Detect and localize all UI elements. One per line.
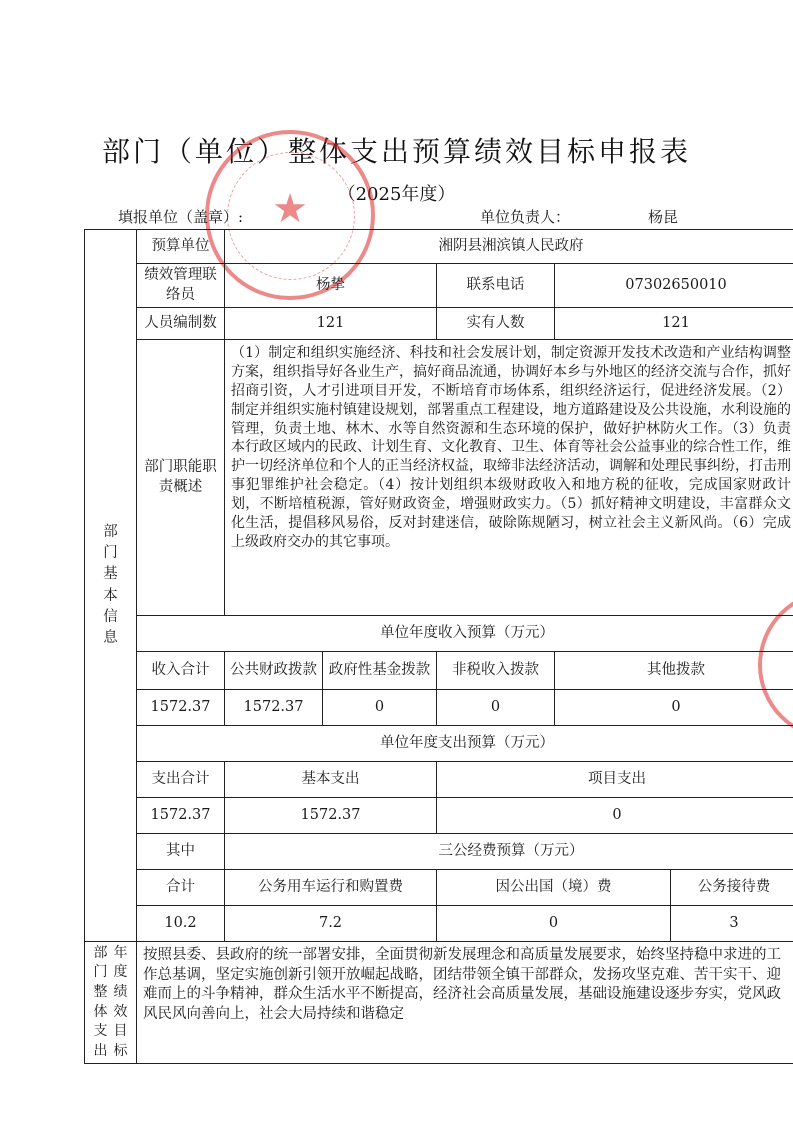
three-public-val-reception: 3: [671, 906, 793, 942]
duty-label: 部门职能职责概述: [137, 340, 225, 616]
three-public-val-abroad: 0: [437, 906, 671, 942]
page-title: 部门（单位）整体支出预算绩效目标申报表: [101, 135, 691, 168]
income-col-total: 收入合计: [137, 652, 225, 690]
three-public-col-abroad: 因公出国（境）费: [437, 870, 671, 906]
three-public-val-car: 7.2: [225, 906, 437, 942]
three-public-col-car: 公务用车运行和购置费: [225, 870, 437, 906]
income-val-public: 1572.37: [225, 690, 323, 726]
income-val-nontax: 0: [437, 690, 555, 726]
income-col-public: 公共财政拨款: [225, 652, 323, 690]
budget-form-table: [84, 229, 793, 1064]
staff-quota-label: 人员编制数: [137, 308, 225, 340]
expense-col-basic: 基本支出: [225, 762, 437, 798]
contact-name: 杨挚: [225, 264, 437, 308]
income-col-other: 其他拨款: [555, 652, 793, 690]
budget-unit-label: 预算单位: [137, 230, 225, 264]
leader-name: 杨昆: [648, 208, 679, 226]
income-val-other: 0: [555, 690, 793, 726]
expense-val-basic: 1572.37: [225, 798, 437, 834]
fill-unit-label: 填报单位（盖章）:: [118, 208, 244, 226]
performance-text: 按照县委、县政府的统一部署安排，全面贯彻新发展理念和高质量发展要求，始终坚持稳中求进的工作总基调，坚定实施创新引领开放崛起战略，团结带领全镇干部群众，发扬攻坚克难、苦干实干、迎难而上的斗争精神，群众生活水平不断提高，经济社会高质量发展，基础设施建设逐步夯实，党风政风民风向善向上，社会大局持续和谐稳定: [137, 942, 793, 1064]
income-col-fund: 政府性基金拨款: [323, 652, 437, 690]
income-header: 单位年度收入预算（万元）: [137, 616, 793, 652]
leader-label: 单位负责人：: [480, 208, 571, 226]
three-public-val-total: 10.2: [137, 906, 225, 942]
three-public-col-total: 合计: [137, 870, 225, 906]
expense-col-total: 支出合计: [137, 762, 225, 798]
expense-header: 单位年度支出预算（万元）: [137, 726, 793, 762]
section-basic-info: [85, 230, 137, 942]
staff-quota-value: 121: [225, 308, 437, 340]
performance-label: [85, 942, 137, 1064]
expense-col-project: 项目支出: [437, 762, 793, 798]
among-label: 其中: [137, 834, 225, 870]
year-subtitle: （2025年度）: [337, 184, 456, 205]
performance-label-col2: 年度绩效目标: [113, 944, 128, 1059]
contact-label: 绩效管理联络员: [137, 264, 225, 308]
seal-star-icon: ★: [272, 186, 308, 232]
actual-staff-label: 实有人数: [437, 308, 555, 340]
actual-staff-value: 121: [555, 308, 793, 340]
income-val-fund: 0: [323, 690, 437, 726]
expense-val-total: 1572.37: [137, 798, 225, 834]
phone-value: 07302650010: [555, 264, 793, 308]
income-col-nontax: 非税收入拨款: [437, 652, 555, 690]
expense-val-project: 0: [437, 798, 793, 834]
section-basic-info-label: 部门基本信息: [103, 524, 118, 646]
performance-label-col1: 部门整体支出: [93, 944, 108, 1059]
phone-label: 联系电话: [437, 264, 555, 308]
duty-text: （1）制定和组织实施经济、科技和社会发展计划，制定资源开发技术改造和产业结构调整方案，组织指导好各业生产，搞好商品流通，协调好本乡与外地区的经济交流与合作，抓好招商引资，人才引进项目开发，不断培育市场体系，组织经济运行，促进经济发展。（2）制定并组织实施村镇建设规划，部署重点工程建设，地方道路建设及公共设施，水利设施的管理，负责土地、林木、水等自然资源和生态环境的保护，做好护林防火工作。（3）负责本行政区域内的民政、计划生育、文化教育、卫生、体育等社会公益事业的综合性工作，维护一切经济单位和个人的正当经济权益，取缔非法经济活动，调解和处理民事纠纷，打击刑事犯罪维护社会稳定。（4）按计划组织本级财政收入和地方税的征收，完成国家财政计划，不断培植税源，管好财政资金，增强财政实力。（5）抓好精神文明建设，丰富群众文化生活，提倡移风易俗，反对封建迷信，破除陈规陋习，树立社会主义新风尚。（6）完成上级政府交办的其它事项。: [225, 340, 793, 616]
budget-unit-value: 湘阴县湘滨镇人民政府: [225, 230, 793, 264]
three-public-col-reception: 公务接待费: [671, 870, 793, 906]
three-public-header: 三公经费预算（万元）: [225, 834, 793, 870]
income-val-total: 1572.37: [137, 690, 225, 726]
